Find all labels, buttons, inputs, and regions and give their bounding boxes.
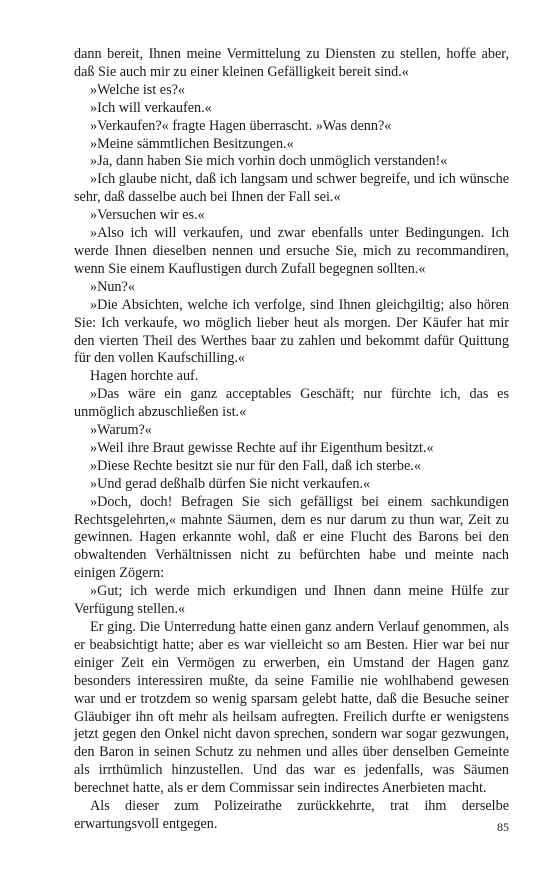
paragraph: »Und gerad deßhalb dürfen Sie nicht verkaufen.« (90, 475, 371, 492)
paragraph: »Ja, dann haben Sie mich vorhin doch unmöglich verstanden!« (90, 153, 448, 170)
paragraph: »Diese Rechte besitzt sie nur für den Fall, daß ich sterbe.« (90, 457, 421, 474)
paragraph: »Versuchen wir es.« (90, 207, 205, 224)
paragraph: dann bereit, Ihnen meine Vermittelung zu Diensten zu stellen, hoffe aber, daß Sie auch mir zu einer kleinen Gefälligkeit bereit sind.« (74, 46, 509, 80)
paragraph: »Verkaufen?« fragte Hagen überrascht. »Was denn?« (90, 117, 392, 134)
paragraph: Er ging. Die Unterredung hatte einen ganz andern Verlauf genommen, als er beabsichtigt hatte; aber es war vielleicht so am Besten. Hier war bei nur einiger Zeit ein Vermögen zu erwerben, ein Umstand der Hagen ganz besonders interessiren mußte, da seine Familie nie wohlhabend gewesen war und er trotzdem so wenig sparsam gelebt hatte, daß die Besuche seiner Gläubiger ihn oft mehr als heilsam aufregten. Freilich durfte er wenigstens jetzt gegen den Onkel nicht davon sprechen, sondern war sogar gezwungen, den Baron in seinen Schutz zu nehmen und alles über denselben Gemeinte als irrthümlich hinzustellen. Und das war es jedenfalls, was Säumen berechnet hatte, als er dem Commissar sein indirectes Anerbieten macht. (74, 619, 509, 797)
paragraph: »Gut; ich werde mich erkundigen und Ihnen dann meine Hülfe zur Verfügung stellen.« (74, 583, 509, 618)
paragraph: »Die Absichten, welche ich verfolge, sind Ihnen gleichgiltig; also hören Sie: Ich verkaufe, wo möglich lieber heut als morgen. Der Käufer hat mir den vierten Theil des Werthes baar zu zahlen und bekommt dafür Quittung für den vollen Kaufschilling.« (74, 296, 509, 367)
book-page-text (74, 46, 509, 834)
paragraph: »Welche ist es?« (90, 81, 185, 98)
page-number: 85 (497, 820, 509, 834)
paragraph: »Warum?« (90, 422, 152, 439)
paragraph: Als dieser zum Polizeirathe zurückkehrte, trat ihm derselbe erwartungsvoll entgegen. (74, 798, 509, 832)
paragraph: »Weil ihre Braut gewisse Rechte auf ihr Eigenthum besitzt.« (90, 439, 434, 456)
paragraph: »Das wäre ein ganz acceptables Geschäft; nur fürchte ich, das es unmöglich abzuschließen ist.« (74, 386, 509, 421)
paragraph: »Doch, doch! Befragen Sie sich gefälligst bei einem sachkundigen Rechtsgelehrten,« mahnte Säumen, dem es nur darum zu thun war, Zeit zu gewinnen. Hagen erkannte wohl, daß er eine Flucht des Barons bei den obwaltenden Verhältnissen nicht zu befürchten habe und meinte nach einigen Zögern: (74, 493, 509, 582)
paragraph: »Nun?« (90, 278, 135, 295)
paragraph: »Meine sämmtlichen Besitzungen.« (90, 135, 294, 152)
paragraph: Hagen horchte auf. (90, 368, 199, 385)
paragraph: »Ich glaube nicht, daß ich langsam und schwer begreife, und ich wünsche sehr, daß dasselbe auch bei Ihnen der Fall sei.« (74, 171, 509, 206)
paragraph: »Also ich will verkaufen, und zwar ebenfalls unter Bedingungen. Ich werde Ihnen dieselben nennen und ersuche Sie, mich zu recommandiren, wenn Sie einem Kauflustigen durch Zufall begegnen sollten.« (74, 225, 509, 277)
paragraph: »Ich will verkaufen.« (90, 99, 212, 116)
